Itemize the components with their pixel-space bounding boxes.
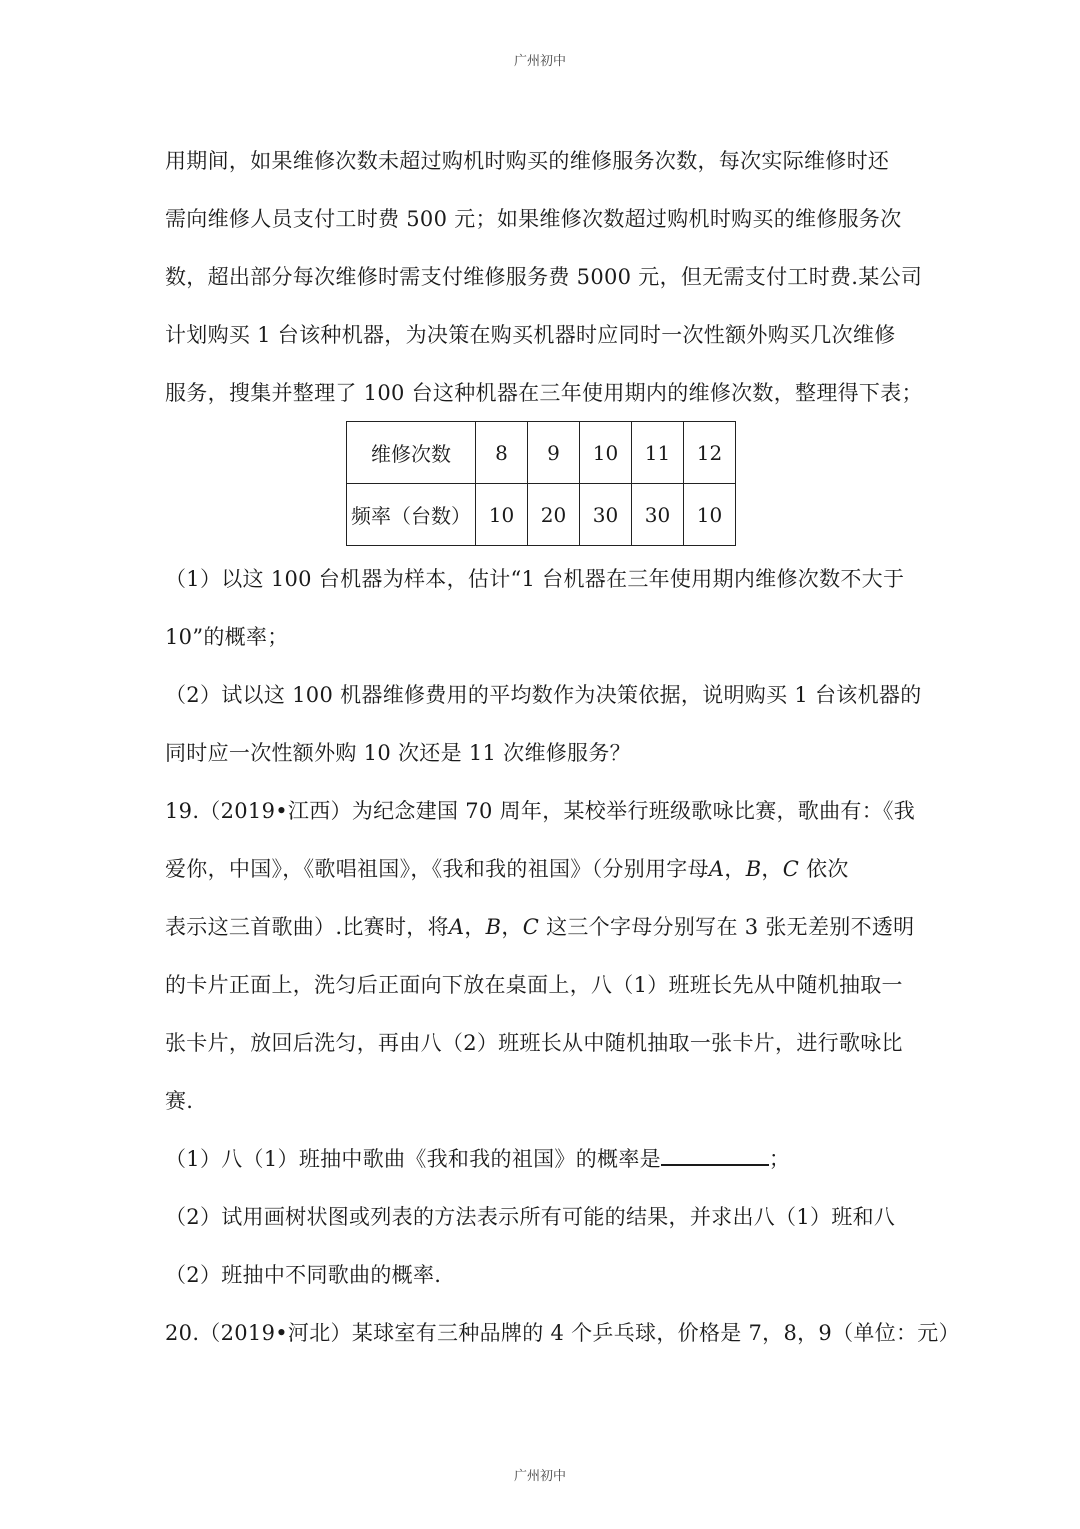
paragraph-line-4: 计划购买 1 台该种机器，为决策在购买机器时应同时一次性额外购买几次维修 [165, 323, 896, 347]
comma: ， [761, 857, 783, 881]
table-cell: 10 [684, 484, 736, 546]
q19-line3 [165, 912, 930, 942]
table-cell: 9 [528, 422, 580, 484]
paragraph-line-1: 用期间，如果维修次数未超过购机时购买的维修服务次数，每次实际维修时还 [165, 149, 890, 173]
page-header: 广州初中 [513, 54, 566, 69]
q19-sub1-text: （1）八（1）班抽中歌曲《我和我的祖国》的概率是 [165, 1147, 661, 1171]
q19-sub2-line2: （2）班抽中不同歌曲的概率. [165, 1263, 442, 1287]
table-cell: 8 [476, 422, 528, 484]
q19-sub2-line1: （2）试用画树状图或列表的方法表示所有可能的结果，并求出八（1）班和八 [165, 1205, 896, 1229]
table-header-cell: 维修次数 [347, 422, 476, 484]
math-letter-c: C [782, 857, 800, 881]
math-letter-a: A [708, 857, 725, 881]
q18-part1-line1: （1）以这 100 台机器为样本，估计“1 台机器在三年使用期内维修次数不大于 [165, 567, 905, 591]
q18-part1-line2: 10”的概率； [165, 625, 289, 649]
q18-part2-line1: （2）试以这 100 机器维修费用的平均数作为决策依据，说明购买 1 台该机器的 [165, 683, 922, 707]
q18-part2-line2: 同时应一次性额外购 10 次还是 11 次维修服务？ [165, 741, 631, 765]
answer-blank [661, 1144, 769, 1166]
paragraph-line-2: 需向维修人员支付工时费 500 元；如果维修次数超过购机时购买的维修服务次 [165, 207, 902, 231]
table-header-cell: 频率（台数） [347, 484, 476, 546]
q19-sub1 [165, 1144, 930, 1174]
q19-line2-end: 依次 [806, 857, 849, 881]
table-row [347, 484, 736, 546]
repair-frequency-table [346, 421, 736, 546]
page-footer: 广州初中 [513, 1469, 566, 1484]
table-cell: 10 [580, 422, 632, 484]
math-letter-b: B [485, 915, 502, 939]
q20-line1: 20.（2019•河北）某球室有三种品牌的 4 个乒乓球，价格是 7，8，9（单位：元） [165, 1321, 960, 1345]
comma: ， [464, 915, 486, 939]
q19-line4: 的卡片正面上，洗匀后正面向下放在桌面上，八（1）班班长先从中随机抽取一 [165, 973, 903, 997]
paragraph-line-3: 数，超出部分每次维修时需支付维修服务费 5000 元，但无需支付工时费.某公司 [165, 265, 923, 289]
table-cell: 12 [684, 422, 736, 484]
math-letter-c: C [522, 915, 540, 939]
q19-line6: 赛. [165, 1089, 194, 1113]
q19-line3-text: 表示这三首歌曲）.比赛时，将 [165, 915, 449, 939]
table-cell: 11 [632, 422, 684, 484]
math-letter-a: A [448, 915, 465, 939]
q19-line2-text: 爱你，中国》，《歌唱祖国》，《我和我的祖国》（分别用字母 [165, 857, 709, 881]
comma: ， [501, 915, 523, 939]
table-cell: 10 [476, 484, 528, 546]
table-cell: 30 [580, 484, 632, 546]
q19-line2 [165, 854, 930, 884]
q19-line1: 19.（2019•江西）为纪念建国 70 周年，某校举行班级歌咏比赛，歌曲有：《我 [165, 799, 916, 823]
table-row [347, 422, 736, 484]
q19-line5: 张卡片，放回后洗匀，再由八（2）班班长从中随机抽取一张卡片，进行歌咏比 [165, 1031, 903, 1055]
q19-sub1-end: ； [768, 1147, 791, 1171]
comma: ， [724, 857, 746, 881]
table-cell: 30 [632, 484, 684, 546]
table-cell: 20 [528, 484, 580, 546]
q19-line3-end: 这三个字母分别写在 3 张无差别不透明 [546, 915, 915, 939]
math-letter-b: B [745, 857, 762, 881]
paragraph-line-5: 服务，搜集并整理了 100 台这种机器在三年使用期内的维修次数，整理得下表； [165, 381, 923, 405]
